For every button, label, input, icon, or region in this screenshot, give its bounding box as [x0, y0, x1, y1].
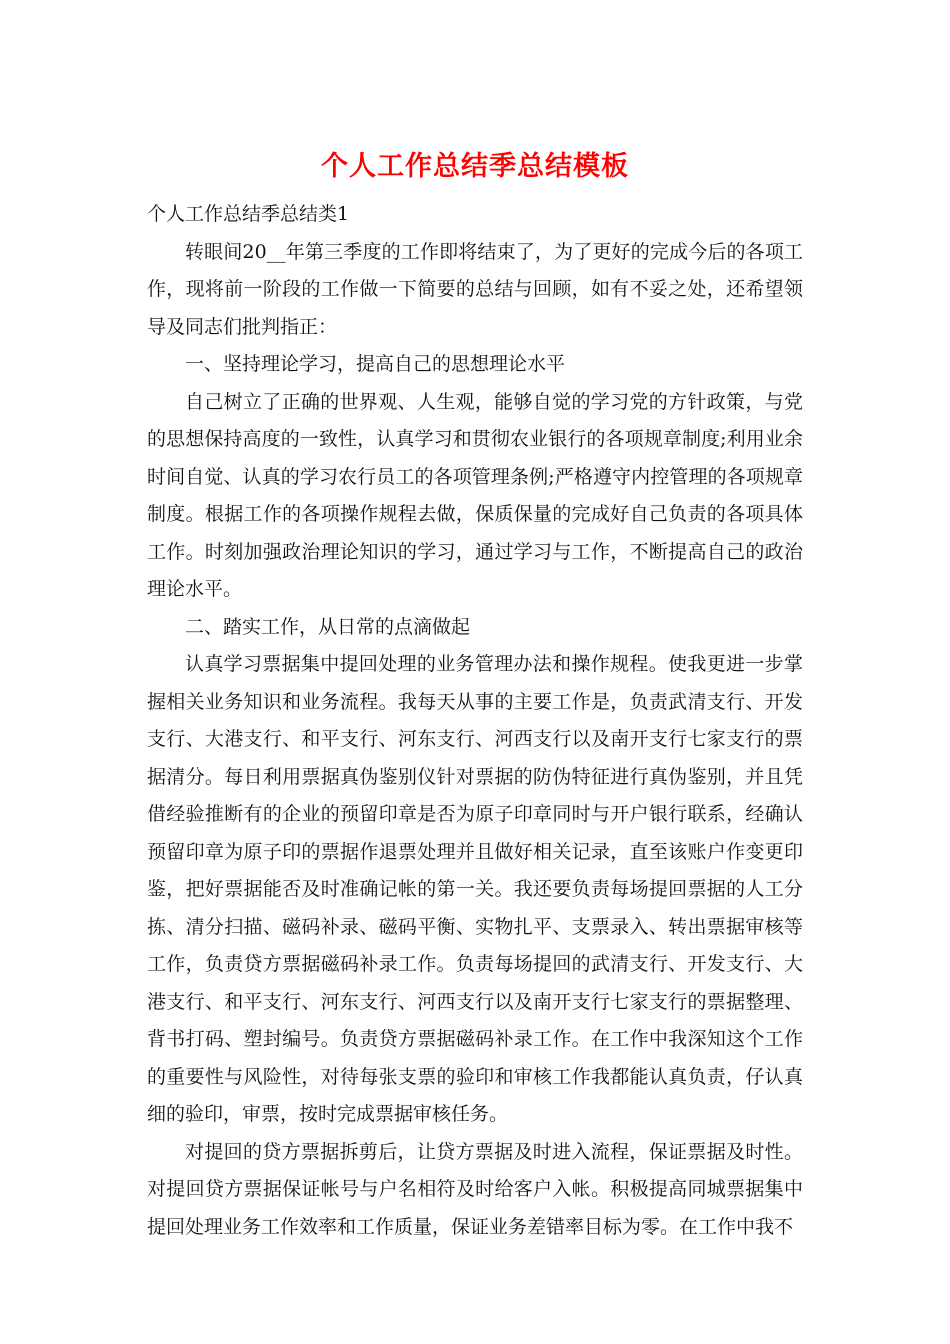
- paragraph-credit: 对提回的贷方票据拆剪后，让贷方票据及时进入流程，保证票据及时性。对提回贷方票据保证帐号与户名相符及时给客户入帐。积极提高同城票据集中提回处理业务工作效率和工作质量，保证业务差错率目标为零。在工作中我不: [147, 1140, 803, 1238]
- subheading-one: 一、坚持理论学习，提高自己的思想理论水平: [185, 353, 566, 375]
- paragraph-theory: 自己树立了正确的世界观、人生观，能够自觉的学习党的方针政策，与党的思想保持高度的一致性，认真学习和贯彻农业银行的各项规章制度;利用业余时间自觉、认真的学习农行员工的各项管理条例;严格遵守内控管理的各项规章制度。根据工作的各项操作规程去做，保质保量的完成好自己负责的各项具体工作。时刻加强政治理论知识的学习，通过学习与工作，不断提高自己的政治理论水平。: [147, 390, 803, 600]
- section-heading: 个人工作总结季总结类1: [147, 203, 350, 225]
- document-body: [147, 196, 803, 1246]
- subheading-two: 二、踏实工作，从日常的点滴做起: [185, 615, 471, 638]
- intro-paragraph: 转眼间20__年第三季度的工作即将结束了，为了更好的完成今后的各项工作，现将前一阶段的工作做一下简要的总结与回顾，如有不妥之处，还希望领导及同志们批判指正：: [147, 240, 803, 338]
- paragraph-bills: 认真学习票据集中提回处理的业务管理办法和操作规程。使我更进一步掌握相关业务知识和业务流程。我每天从事的主要工作是，负责武清支行、开发支行、大港支行、和平支行、河东支行、河西支行以及南开支行七家支行的票据清分。每日利用票据真伪鉴别仪针对票据的防伪特征进行真伪鉴别，并且凭借经验推断有的企业的预留印章是否为原子印章同时与开户银行联系，经确认预留印章为原子印的票据作退票处理并且做好相关记录，直至该账户作变更印鉴，把好票据能否及时准确记帐的第一关。我还要负责每场提回票据的人工分拣、清分扫描、磁码补录、磁码平衡、实物扎平、支票录入、转出票据审核等工作，负责贷方票据磁码补录工作。负责每场提回的武清支行、开发支行、大港支行、和平支行、河东支行、河西支行以及南开支行七家支行的票据整理、背书打码、塑封编号。负责贷方票据磁码补录工作。在工作中我深知这个工作的重要性与风险性，对待每张支票的验印和审核工作我都能认真负责，仔认真细的验印，审票，按时完成票据审核任务。: [147, 653, 803, 1125]
- document-title: 个人工作总结季总结模板: [321, 151, 629, 182]
